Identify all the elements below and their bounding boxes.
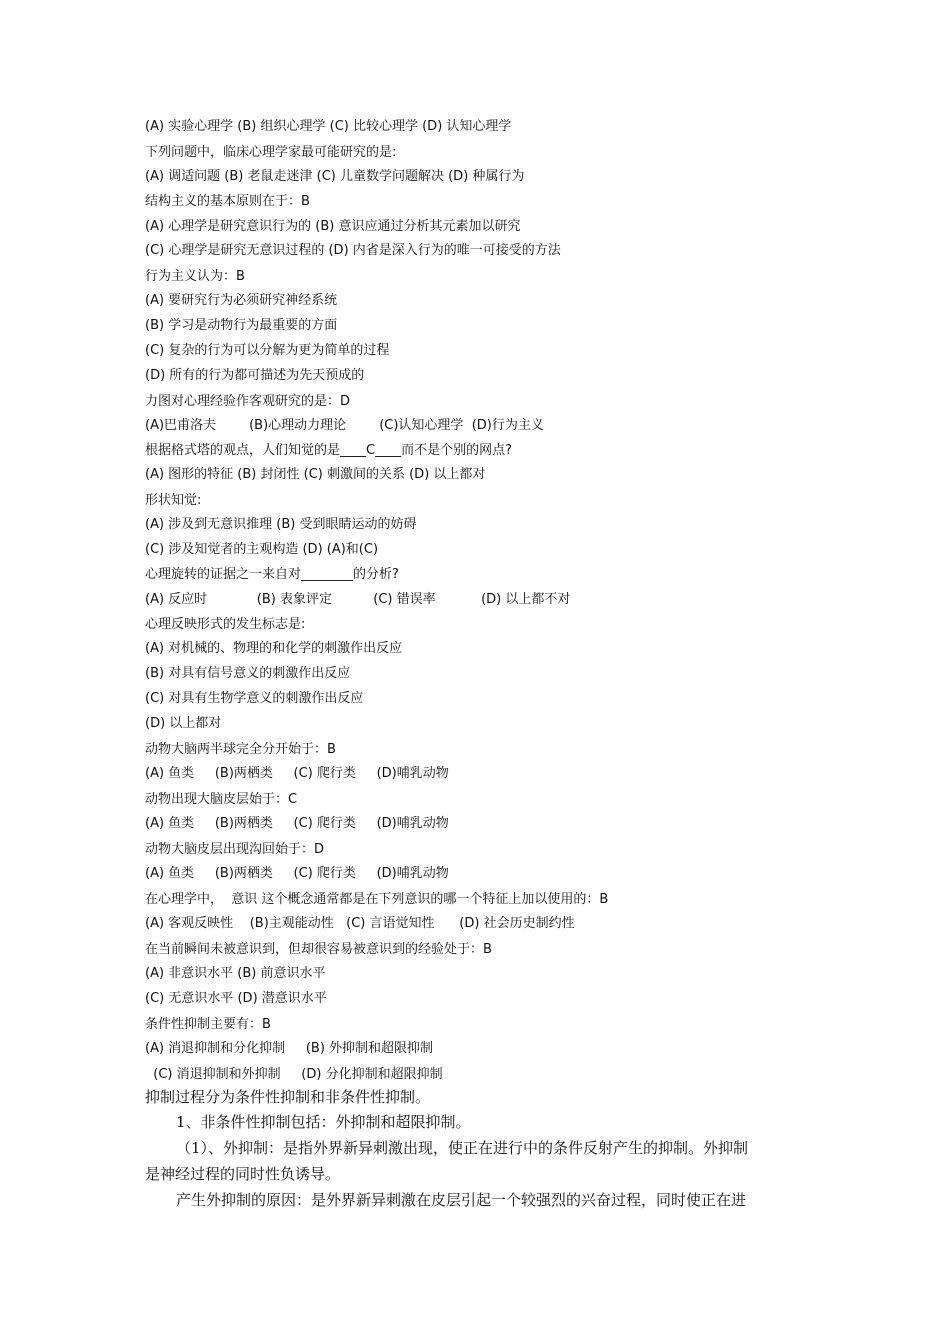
- text-line: (B) 学习是动物行为最重要的方面: [145, 318, 338, 333]
- text-line: (A)巴甫洛夫 (B)心理动力理论 (C)认知心理学 (D)行为主义: [145, 418, 544, 433]
- text-line: (A) 图形的特征 (B) 封闭性 (C) 刺激间的关系 (D) 以上都对: [145, 467, 486, 482]
- text-line: (A) 客观反映性 (B)主观能动性 (C) 言语觉知性 (D) 社会历史制约性: [145, 916, 575, 931]
- text-line: (A) 对机械的、物理的和化学的刺激作出反应: [145, 641, 403, 656]
- text-line: (C) 对具有生物学意义的刺激作出反应: [145, 691, 364, 706]
- text-line: 下列问题中，临床心理学家最可能研究的是:: [145, 145, 397, 160]
- text-line: 根据格式塔的观点，人们知觉的是____C____而不是个别的网点?: [145, 443, 512, 458]
- text-line: 动物大脑两半球完全分开始于：B: [145, 742, 336, 757]
- text-line: 动物大脑皮层出现沟回始于：D: [145, 842, 325, 857]
- text-line: (C) 无意识水平 (D) 潜意识水平: [145, 991, 327, 1006]
- text-line: (A) 心理学是研究意识行为的 (B) 意识应通过分析其元素加以研究: [145, 219, 521, 234]
- text-line: (A) 鱼类 (B)两栖类 (C) 爬行类 (D)哺乳动物: [145, 866, 449, 881]
- text-line: (A) 实验心理学 (B) 组织心理学 (C) 比较心理学 (D) 认知心理学: [145, 119, 512, 134]
- text-line: 动物出现大脑皮层始于：C: [145, 792, 298, 807]
- text-line: (C) 心理学是研究无意识过程的 (D) 内省是深入行为的唯一可接受的方法: [145, 243, 561, 258]
- text-line: 心理旋转的证据之一来自对________的分析?: [145, 567, 399, 582]
- text-line: 力图对心理经验作客观研究的是：D: [145, 394, 351, 409]
- text-line: (A) 鱼类 (B)两栖类 (C) 爬行类 (D)哺乳动物: [145, 766, 449, 781]
- text-line: (A) 消退抑制和分化抑制 (B) 外抑制和超限抑制: [145, 1041, 434, 1056]
- text-line: 在当前瞬间未被意识到，但却很容易被意识到的经验处于：B: [145, 942, 492, 957]
- text-line: (A) 调适问题 (B) 老鼠走迷津 (C) 儿童数学问题解决 (D) 种属行为: [145, 169, 525, 184]
- text-line: (A) 鱼类 (B)两栖类 (C) 爬行类 (D)哺乳动物: [145, 816, 449, 831]
- paragraph-line: （1）、外抑制：是指外界新异刺激出现，使正在进行中的条件反射产生的抑制。外抑制: [176, 1139, 749, 1157]
- text-line: 条件性抑制主要有：B: [145, 1017, 271, 1032]
- text-line: 心理反映形式的发生标志是:: [145, 617, 306, 632]
- text-line: (D) 所有的行为都可描述为先天预成的: [145, 368, 365, 383]
- text-line: 在心理学中， 意识 这个概念通常都是在下列意识的哪一个特征上加以使用的：B: [145, 892, 609, 907]
- text-line: 形状知觉:: [145, 493, 202, 508]
- text-line: 结构主义的基本原则在于：B: [145, 194, 310, 209]
- paragraph-line: 抑制过程分为条件性抑制和非条件性抑制。: [145, 1088, 431, 1106]
- text-line: (A) 涉及到无意识推理 (B) 受到眼睛运动的妨碍: [145, 517, 417, 532]
- text-line: 行为主义认为：B: [145, 269, 245, 284]
- paragraph-line: 1、非条件性抑制包括：外抑制和超限抑制。: [176, 1113, 471, 1131]
- text-line: (B) 对具有信号意义的刺激作出反应: [145, 666, 351, 681]
- text-line: (A) 要研究行为必须研究神经系统: [145, 293, 338, 308]
- text-line: (A) 反应时 (B) 表象评定 (C) 错误率 (D) 以上都不对: [145, 592, 571, 607]
- paragraph-line: 是神经过程的同时性负诱导。: [145, 1165, 341, 1183]
- text-line: (A) 非意识水平 (B) 前意识水平: [145, 966, 326, 981]
- text-line: (D) 以上都对: [145, 716, 222, 731]
- text-line: (C) 复杂的行为可以分解为更为简单的过程: [145, 343, 390, 358]
- paragraph-line: 产生外抑制的原因：是外界新异刺激在皮层引起一个较强烈的兴奋过程，同时使正在进: [176, 1191, 747, 1209]
- text-line: (C) 涉及知觉者的主观构造 (D) (A)和(C): [145, 542, 379, 557]
- text-line: (C) 消退抑制和外抑制 (D) 分化抑制和超限抑制: [145, 1067, 443, 1082]
